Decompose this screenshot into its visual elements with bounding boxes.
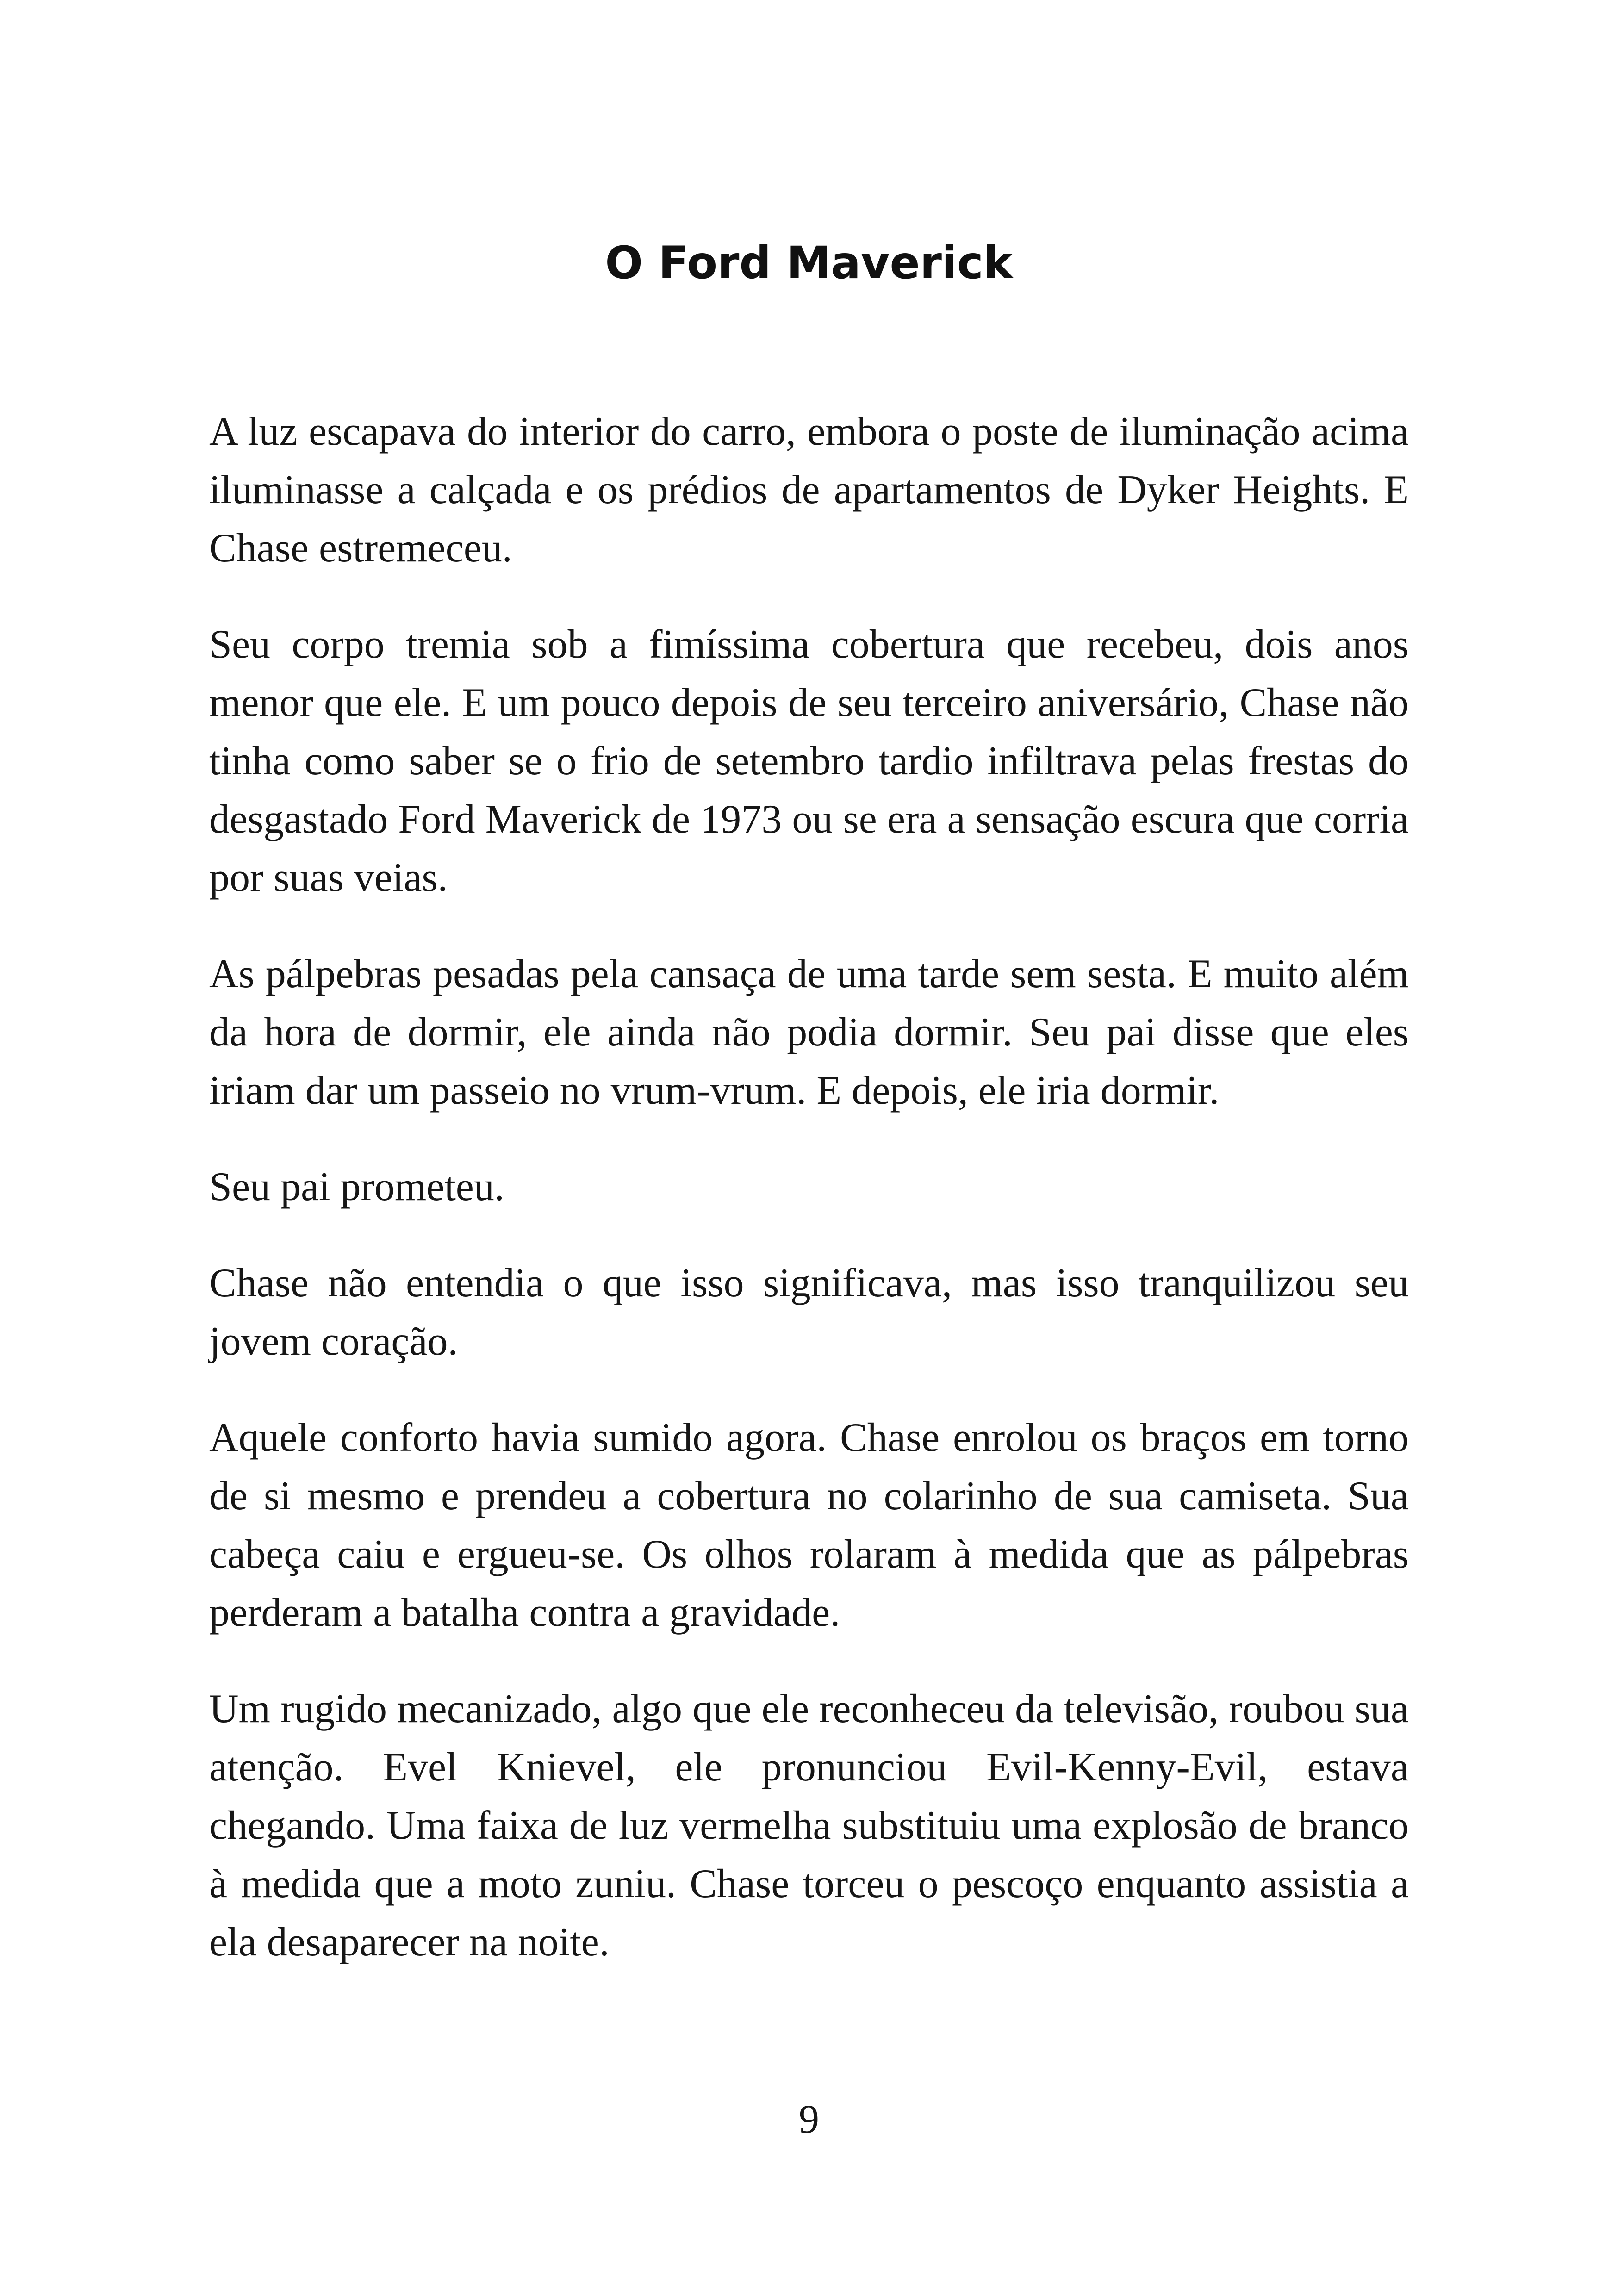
paragraph: A luz escapava do interior do carro, embora o poste de iluminação acima iluminasse a calçada e os prédios de apartamentos de Dyker Heights. E Chase estremeceu. [209, 409, 1409, 571]
paragraph: Um rugido mecanizado, algo que ele reconheceu da televisão, roubou sua atenção. Evel Knievel, ele pronunciou Evil-Kenny-Evil, estava chegando. Uma faixa de luz vermelha substituiu uma explosão de branco à medida que a moto zuniu. Chase torceu o pescoço enquanto assistia a ela desaparecer na noite. [209, 1686, 1409, 1965]
paragraph: Aquele conforto havia sumido agora. Chase enrolou os braços em torno de si mesmo e prendeu a cobertura no colarinho de sua camiseta. Sua cabeça caiu e ergueu-se. Os olhos rolaram à medida que as pálpebras perderam a batalha contra a gravidade. [209, 1415, 1409, 1635]
paragraph: As pálpebras pesadas pela cansaça de uma tarde sem sesta. E muito além da hora de dormir, ele ainda não podia dormir. Seu pai disse que eles iriam dar um passeio no vrum-vrum. E depois, ele iria dormir. [209, 952, 1409, 1113]
paragraph: Chase não entendia o que isso significava, mas isso tranquilizou seu jovem coração. [209, 1261, 1409, 1364]
chapter-body [209, 403, 1409, 2010]
chapter-title: O Ford Maverick [605, 237, 1013, 289]
paragraph: Seu corpo tremia sob a fimíssima cobertura que recebeu, dois anos menor que ele. E um pouco depois de seu terceiro aniversário, Chase não tinha como saber se o frio de setembro tardio infiltrava pelas frestas do desgastado Ford Maverick de 1973 ou se era a sensação escura que corria por suas veias. [209, 622, 1409, 900]
page-number: 9 [799, 2097, 819, 2142]
paragraph: Seu pai prometeu. [209, 1164, 504, 1209]
